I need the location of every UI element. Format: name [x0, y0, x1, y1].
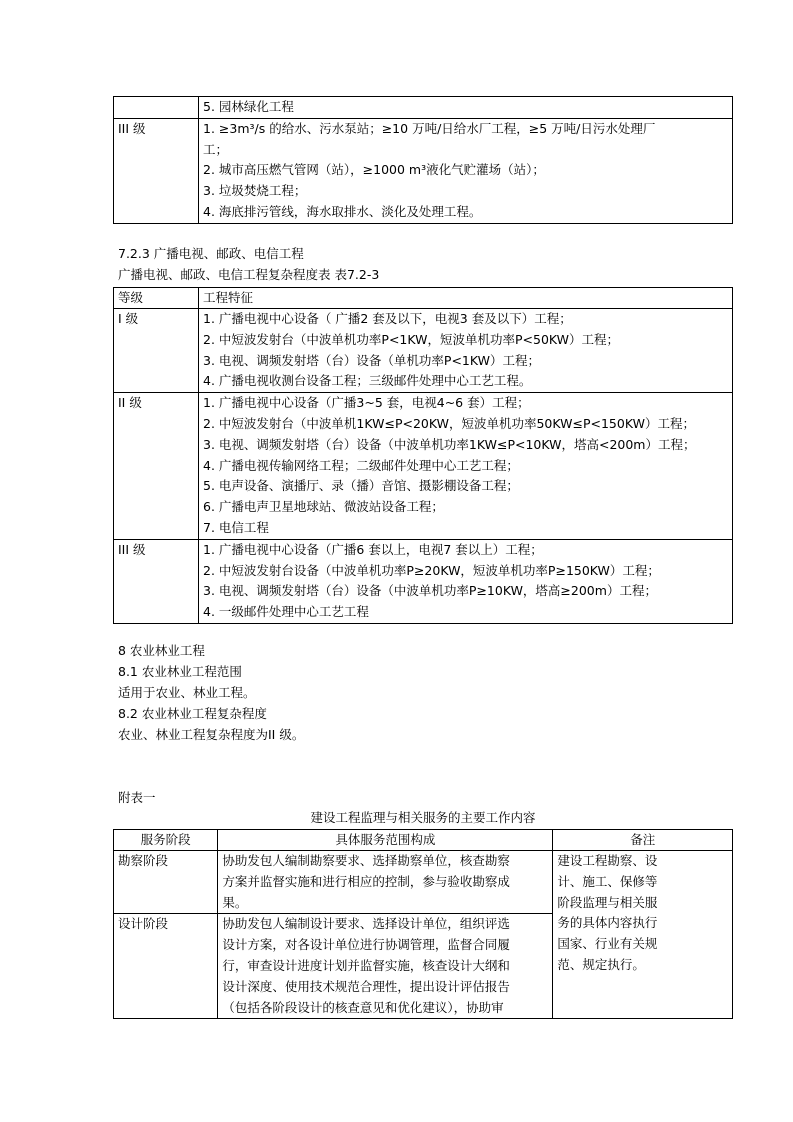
- section-heading: 8 农业林业工程: [118, 643, 205, 658]
- paragraph: 适用于农业、林业工程。: [118, 685, 256, 700]
- table-row: [114, 539, 733, 623]
- notes-line: 阶段监理与相关服: [557, 894, 658, 910]
- subsection-heading: 8.2 农业林业工程复杂程度: [118, 706, 267, 721]
- feature-cell: [199, 309, 733, 393]
- table-row: [114, 309, 733, 393]
- table-row: [114, 851, 733, 914]
- grade-cell: I 级: [114, 309, 199, 393]
- subsection-heading: 8.1 农业林业工程范围: [118, 664, 242, 679]
- table-row: [114, 118, 733, 223]
- header-feature: 工程特征: [199, 288, 733, 309]
- feature-line: 3. 电视、调频发射塔（台）设备（中波单机功率P≥10KW，塔高≥200m）工程；: [203, 583, 657, 599]
- stage-cell: 勘察阶段: [114, 851, 218, 914]
- scope-line: 行，审查设计进度计划并监督实施，核查设计大纲和: [222, 957, 510, 973]
- feature-line: 1. 广播电视中心设备（广播3~5 套，电视4~6 套）工程；: [203, 395, 530, 411]
- feature-line: 4. 一级邮件处理中心工艺工程: [203, 604, 369, 620]
- feature-line: 2. 中短波发射台（中波单机1KW≤P<20KW，短波单机功率50KW≤P<150KW）工程；: [203, 415, 695, 431]
- grade-cell: III 级: [114, 539, 199, 623]
- feature-line: 1. 广播电视中心设备（ 广播2 套及以下，电视3 套及以下）工程；: [203, 311, 572, 326]
- feature-cell: [199, 97, 733, 119]
- notes-line: 计、施工、保修等: [557, 873, 658, 889]
- table-header-row: [114, 830, 733, 851]
- scope-line: 设计方案，对各设计单位进行协调管理，监督合同履: [222, 937, 510, 953]
- feature-line: 4. 广播电视收测台设备工程；三级邮件处理中心工艺工程。: [203, 373, 532, 389]
- grade-cell: III 级: [114, 118, 199, 223]
- table-row: [114, 393, 733, 540]
- notes-cell: [553, 851, 733, 1019]
- table-row: [114, 97, 733, 119]
- scope-line: 设计深度、使用技术规范合理性，提出设计评估报告: [222, 978, 510, 994]
- notes-line: 范、规定执行。: [557, 956, 645, 972]
- appendix-label: 附表一: [118, 790, 156, 805]
- table-continued: [113, 96, 733, 224]
- feature-line: 3. 电视、调频发射塔（台）设备（单机功率P<1KW）工程；: [203, 352, 540, 368]
- feature-line: 1. ≥3m³/s 的给水、污水泵站；≥10 万吨/日给水厂工程，≥5 万吨/日污水处理厂: [203, 120, 656, 136]
- appendix-title: 建设工程监理与相关服务的主要工作内容: [310, 810, 536, 825]
- header-grade: 等级: [114, 288, 199, 309]
- paragraph: 农业、林业工程复杂程度为II 级。: [118, 727, 305, 742]
- notes-line: 务的具体内容执行: [557, 915, 658, 931]
- header-stage: 服务阶段: [114, 830, 218, 851]
- feature-line: 5. 电声设备、演播厅、录（播）音馆、摄影棚设备工程；: [203, 478, 519, 494]
- feature-line: 5. 园林绿化工程: [203, 99, 294, 114]
- appendix-table: [113, 829, 733, 1019]
- feature-cell: [199, 539, 733, 623]
- feature-line: 2. 中短波发射台（中波单机功率P<1KW，短波单机功率P<50KW）工程；: [203, 331, 620, 347]
- feature-line: 2. 城市高压燃气管网（站），≥1000 m³液化气贮灌场（站）；: [203, 162, 545, 178]
- table-caption: 广播电视、邮政、电信工程复杂程度表 表7.2-3: [118, 267, 380, 282]
- scope-line: 果。: [222, 894, 248, 910]
- feature-line: 7. 电信工程: [203, 519, 269, 535]
- scope-line: 协助发包人编制勘察要求、选择勘察单位，核查勘察: [222, 853, 510, 868]
- feature-line: 工；: [203, 141, 229, 157]
- feature-cell: [199, 393, 733, 540]
- header-scope: 具体服务范围构成: [218, 830, 553, 851]
- feature-line: 3. 垃圾焚烧工程；: [203, 183, 307, 199]
- notes-line: 国家、行业有关规: [557, 936, 658, 952]
- feature-line: 2. 中短波发射台设备（中波单机功率P≥20KW，短波单机功率P≥150KW）工程；: [203, 562, 660, 578]
- feature-line: 4. 海底排污管线，海水取排水、淡化及处理工程。: [203, 203, 482, 219]
- grade-cell: II 级: [114, 393, 199, 540]
- scope-cell: [218, 914, 553, 1019]
- scope-cell: [218, 851, 553, 914]
- feature-line: 3. 电视、调频发射塔（台）设备（中波单机功率1KW≤P<10KW，塔高<200m）工程；: [203, 436, 696, 452]
- table-header-row: [114, 288, 733, 309]
- table-7-2-3: [113, 287, 733, 624]
- scope-line: 协助发包人编制设计要求、选择设计单位，组织评选: [222, 916, 510, 932]
- section-heading: 7.2.3 广播电视、邮政、电信工程: [118, 246, 304, 261]
- header-notes: 备注: [553, 830, 733, 851]
- stage-cell: 设计阶段: [114, 914, 218, 1019]
- scope-line: （包括各阶段设计的核查意见和优化建议），协助审: [222, 999, 504, 1015]
- feature-line: 4. 广播电视传输网络工程；二级邮件处理中心工艺工程；: [203, 457, 519, 473]
- grade-cell: [114, 97, 199, 119]
- feature-line: 6. 广播电声卫星地球站、微波站设备工程；: [203, 499, 444, 515]
- feature-cell: [199, 118, 733, 223]
- scope-line: 方案并监督实施和进行相应的控制，参与验收勘察成: [222, 873, 510, 889]
- feature-line: 1. 广播电视中心设备（广播6 套以上，电视7 套以上）工程；: [203, 541, 543, 557]
- notes-line: 建设工程勘察、设: [557, 853, 658, 868]
